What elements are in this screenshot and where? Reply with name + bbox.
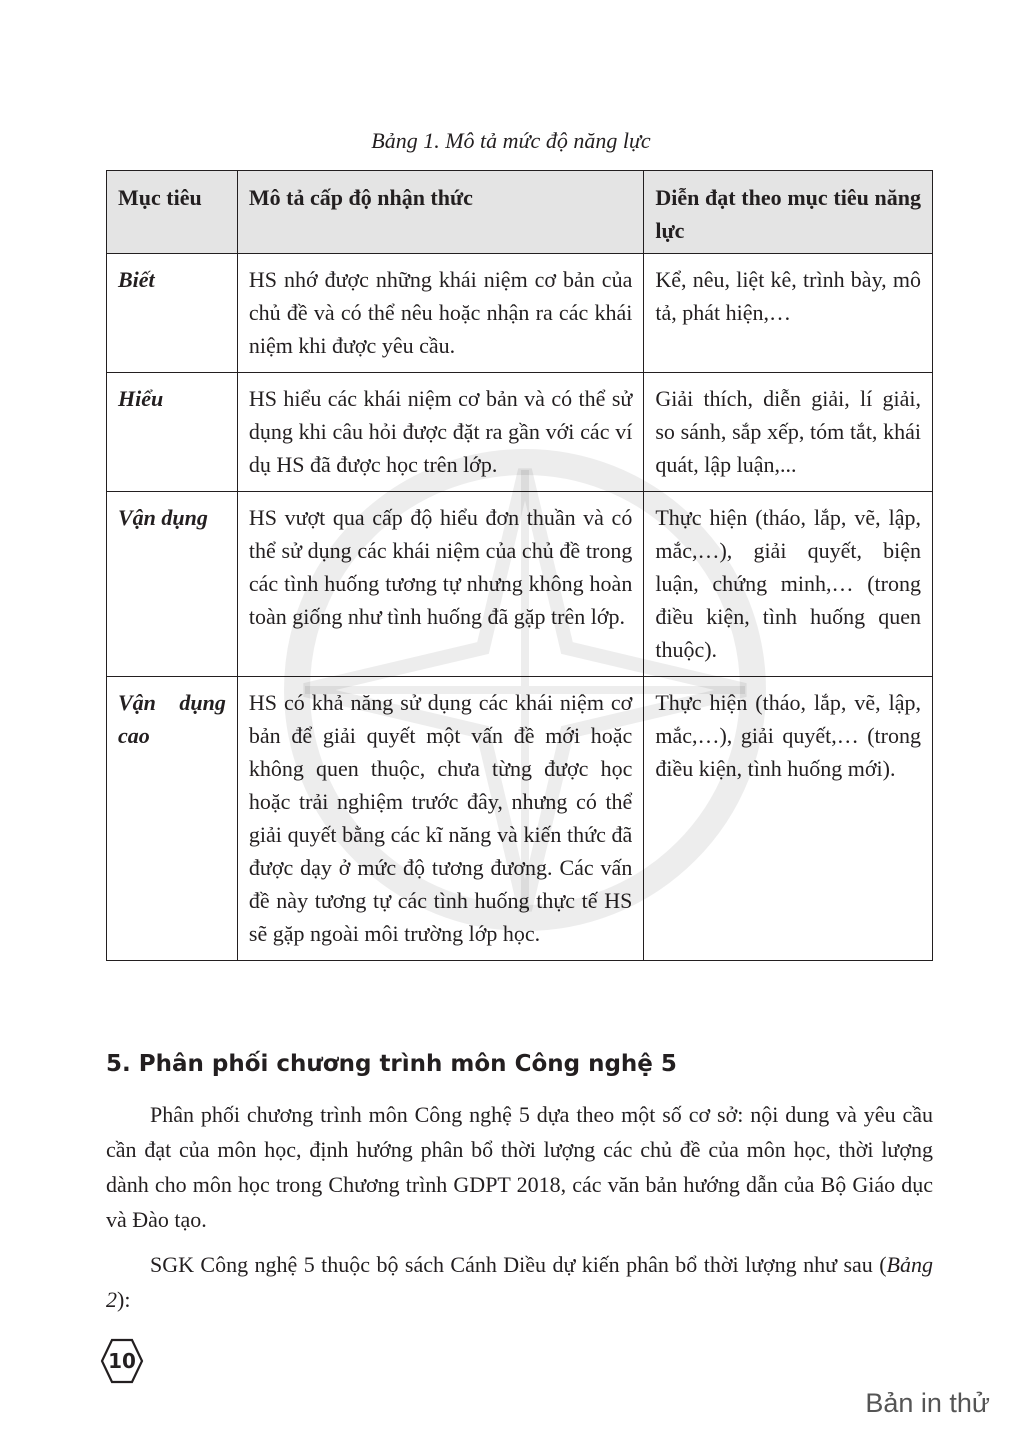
expression-cell: Kể, nêu, liệt kê, trình bày, mô tả, phát hiện,… [644,254,933,373]
paragraph-text-end: ): [117,1287,131,1312]
paragraph: Phân phối chương trình môn Công nghệ 5 dựa theo một số cơ sở: nội dung và yêu cầu cần đạt của môn học, định hướng phân bổ thời lượng các chủ đề của môn học, thời lượng dành cho môn học trong Chương trình GDPT 2018, các văn bản hướng dẫn của Bộ Giáo dục và Đào tạo. [106,1102,933,1232]
level-cell: Vận dụng cao [107,677,238,961]
level-cell: Vận dụng [107,492,238,677]
header-cognitive-description: Mô tả cấp độ nhận thức [237,171,643,254]
table-row [107,492,933,677]
table-row [107,373,933,492]
paragraph-text: SGK Công nghệ 5 thuộc bộ sách Cánh Diều dự kiến phân bổ thời lượng như sau ( [150,1252,887,1277]
expression-cell: Giải thích, diễn giải, lí giải, so sánh, sắp xếp, tóm tắt, khái quát, lập luận,... [644,373,933,492]
draft-label: Bản in thử [865,1388,990,1418]
table-row [107,677,933,961]
header-competency-expression: Diễn đạt theo mục tiêu năng lực [644,171,933,254]
table-header-row [107,171,933,254]
page-number-badge [100,1338,144,1384]
competency-level-table [106,170,933,961]
page-number: 10 [108,1349,136,1373]
paragraph [106,1247,933,1317]
table-reference: Bảng 2 [106,1252,933,1312]
description-cell: HS nhớ được những khái niệm cơ bản của chủ đề và có thể nêu hoặc nhận ra các khái niệm khi được yêu cầu. [237,254,643,373]
table-row [107,254,933,373]
level-cell: Biết [107,254,238,373]
level-cell: Hiểu [107,373,238,492]
section-title: 5. Phân phối chương trình môn Công nghệ 5 [106,1051,677,1077]
header-objective: Mục tiêu [107,171,238,254]
table-caption: Bảng 1. Mô tả mức độ năng lực [371,128,651,153]
description-cell: HS hiểu các khái niệm cơ bản và có thể sử dụng khi câu hỏi được đặt ra gần với các ví dụ HS đã được học trên lớp. [237,373,643,492]
description-cell: HS vượt qua cấp độ hiểu đơn thuần và có thể sử dụng các khái niệm của chủ đề trong các tình huống tương tự nhưng không hoàn toàn giống như tình huống đã gặp trên lớp. [237,492,643,677]
expression-cell: Thực hiện (tháo, lắp, vẽ, lập, mắc,…), giải quyết, biện luận, chứng minh,… (trong điều kiện, tình huống quen thuộc). [644,492,933,677]
expression-cell: Thực hiện (tháo, lắp, vẽ, lập, mắc,…), giải quyết,… (trong điều kiện, tình huống mới). [644,677,933,961]
description-cell: HS có khả năng sử dụng các khái niệm cơ bản để giải quyết một vấn đề mới hoặc không quen thuộc, chưa từng được học hoặc trải nghiệm trước đây, nhưng có thể giải quyết bằng các kĩ năng và kiến thức đã được dạy ở mức độ tương đương. Các vấn đề này tương tự các tình huống thực tế HS sẽ gặp ngoài môi trường lớp học. [237,677,643,961]
